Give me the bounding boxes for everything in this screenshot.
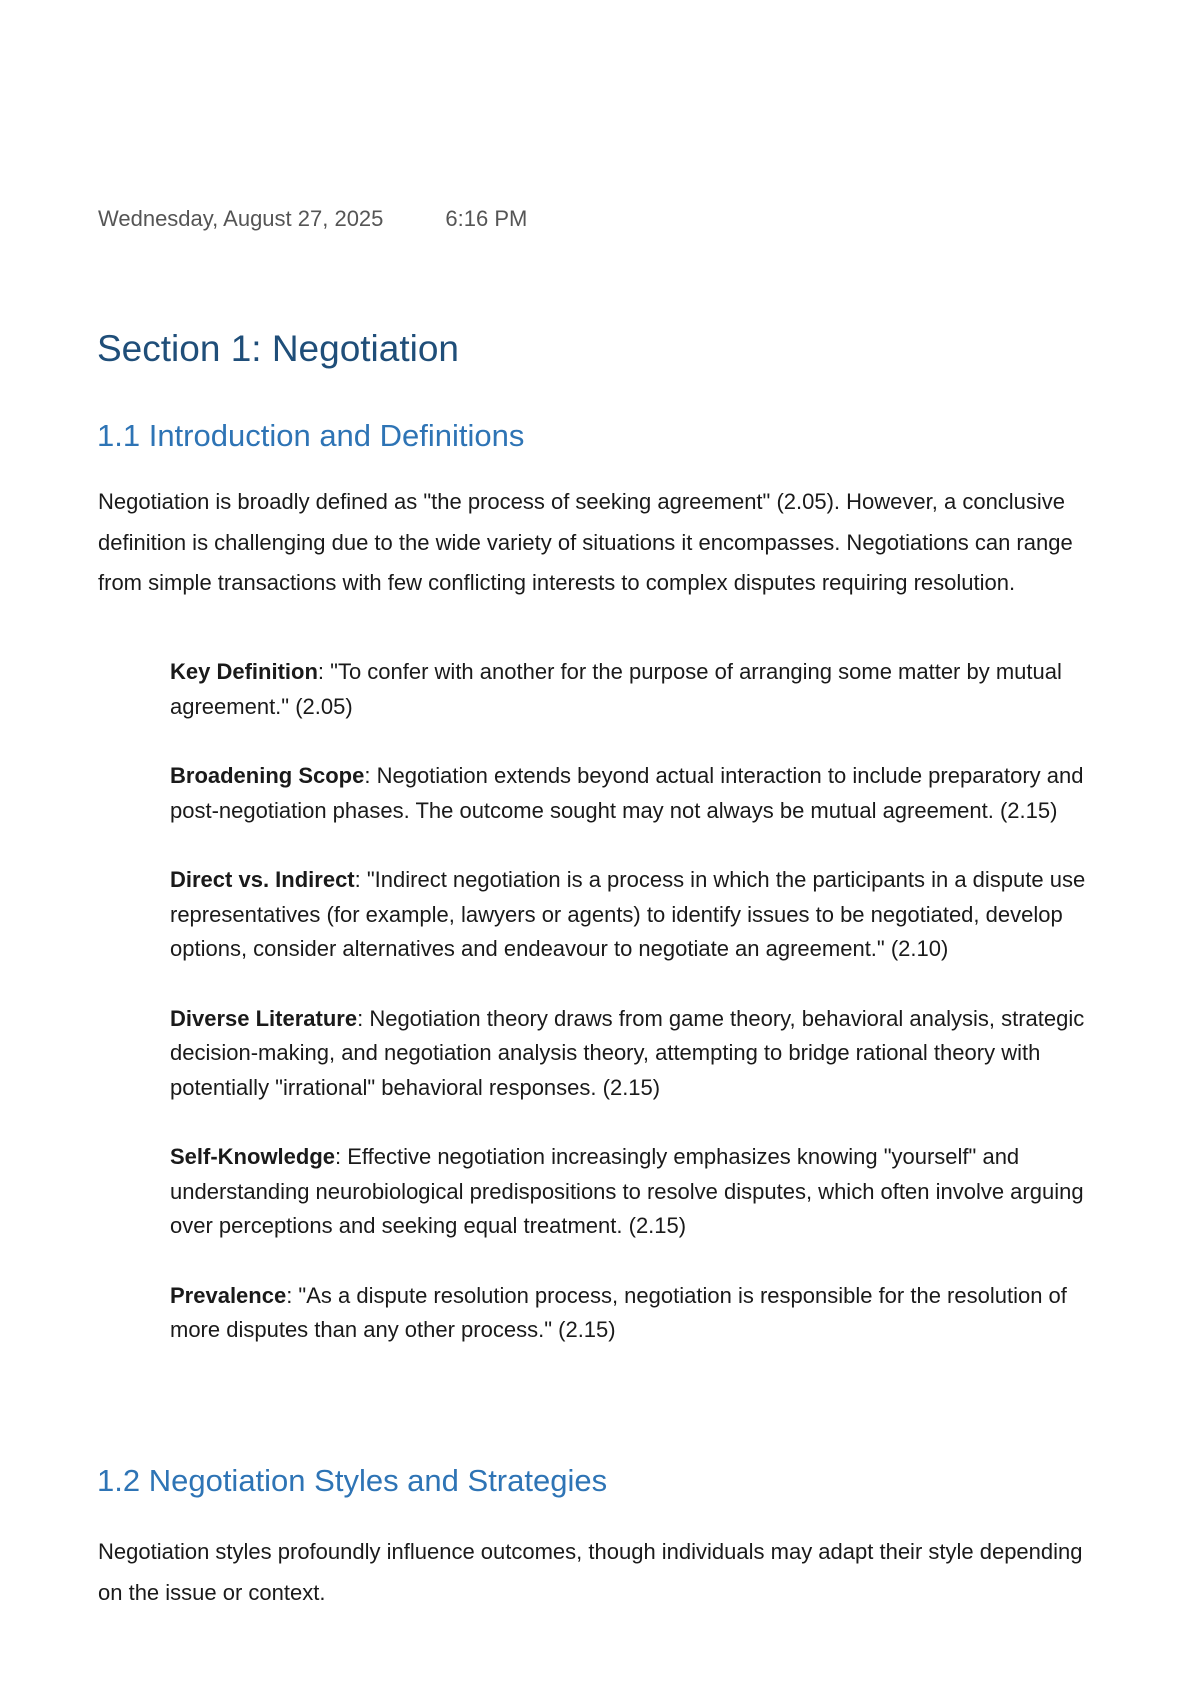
key-points-list xyxy=(170,655,1120,1383)
point-term: Prevalence xyxy=(170,1282,287,1308)
point-text: : "To confer with another for the purpose of arranging some matter by mutual agreement." (2.05) xyxy=(170,659,1062,719)
point-term: Direct vs. Indirect xyxy=(170,867,355,892)
note-date: Wednesday, August 27, 2025 xyxy=(98,206,384,231)
point-text: : "As a dispute resolution process, negotiation is responsible for the resolution of more disputes than any other process." (2.15) xyxy=(170,1282,1067,1342)
point-text: : Negotiation theory draws from game theory, behavioral analysis, strategic decision-making, and negotiation analysis theory, attempting to bridge rational theory with potentially "irrational" behavioral responses. (2.15) xyxy=(170,1005,1085,1100)
note-timestamp xyxy=(98,206,527,232)
list-item xyxy=(170,1140,1120,1244)
point-term: Diverse Literature xyxy=(170,1005,358,1031)
list-item xyxy=(170,655,1120,724)
list-item xyxy=(170,1002,1120,1106)
point-term: Broadening Scope xyxy=(170,763,365,788)
point-term: Self-Knowledge xyxy=(170,1144,336,1169)
point-term: Key Definition xyxy=(170,659,318,684)
styles-paragraph: Negotiation styles profoundly influence outcomes, though individuals may adapt their style depending on the issue or context. xyxy=(98,1539,1083,1605)
subsection-title-1-2: 1.2 Negotiation Styles and Strategies xyxy=(97,1463,608,1498)
point-text: : Negotiation extends beyond actual interaction to include preparatory and post-negotiation phases. The outcome sought may not always be mutual agreement. (2.15) xyxy=(170,763,1084,823)
note-time: 6:16 PM xyxy=(445,206,528,231)
point-text: : Effective negotiation increasingly emphasizes knowing "yourself" and understanding neurobiological predispositions to resolve disputes, which often involve arguing over perceptions and seeking equal treatment. (2.15) xyxy=(170,1144,1084,1238)
intro-paragraph: Negotiation is broadly defined as "the process of seeking agreement" (2.05). However, a conclusive definition is challenging due to the wide variety of situations it encompasses. Negotiations can range from simple transactions with few conflicting interests to complex disputes requiring resolution. xyxy=(98,489,1073,595)
section-title: Section 1: Negotiation xyxy=(97,328,460,369)
list-item xyxy=(170,1279,1120,1348)
list-item xyxy=(170,863,1120,967)
list-item xyxy=(170,759,1120,828)
subsection-title-1-1: 1.1 Introduction and Definitions xyxy=(97,418,525,453)
point-text: : "Indirect negotiation is a process in which the participants in a dispute use representatives (for example, lawyers or agents) to identify issues to be negotiated, develop options, consider alternatives and endeavour to negotiate an agreement." (2.10) xyxy=(170,867,1086,961)
